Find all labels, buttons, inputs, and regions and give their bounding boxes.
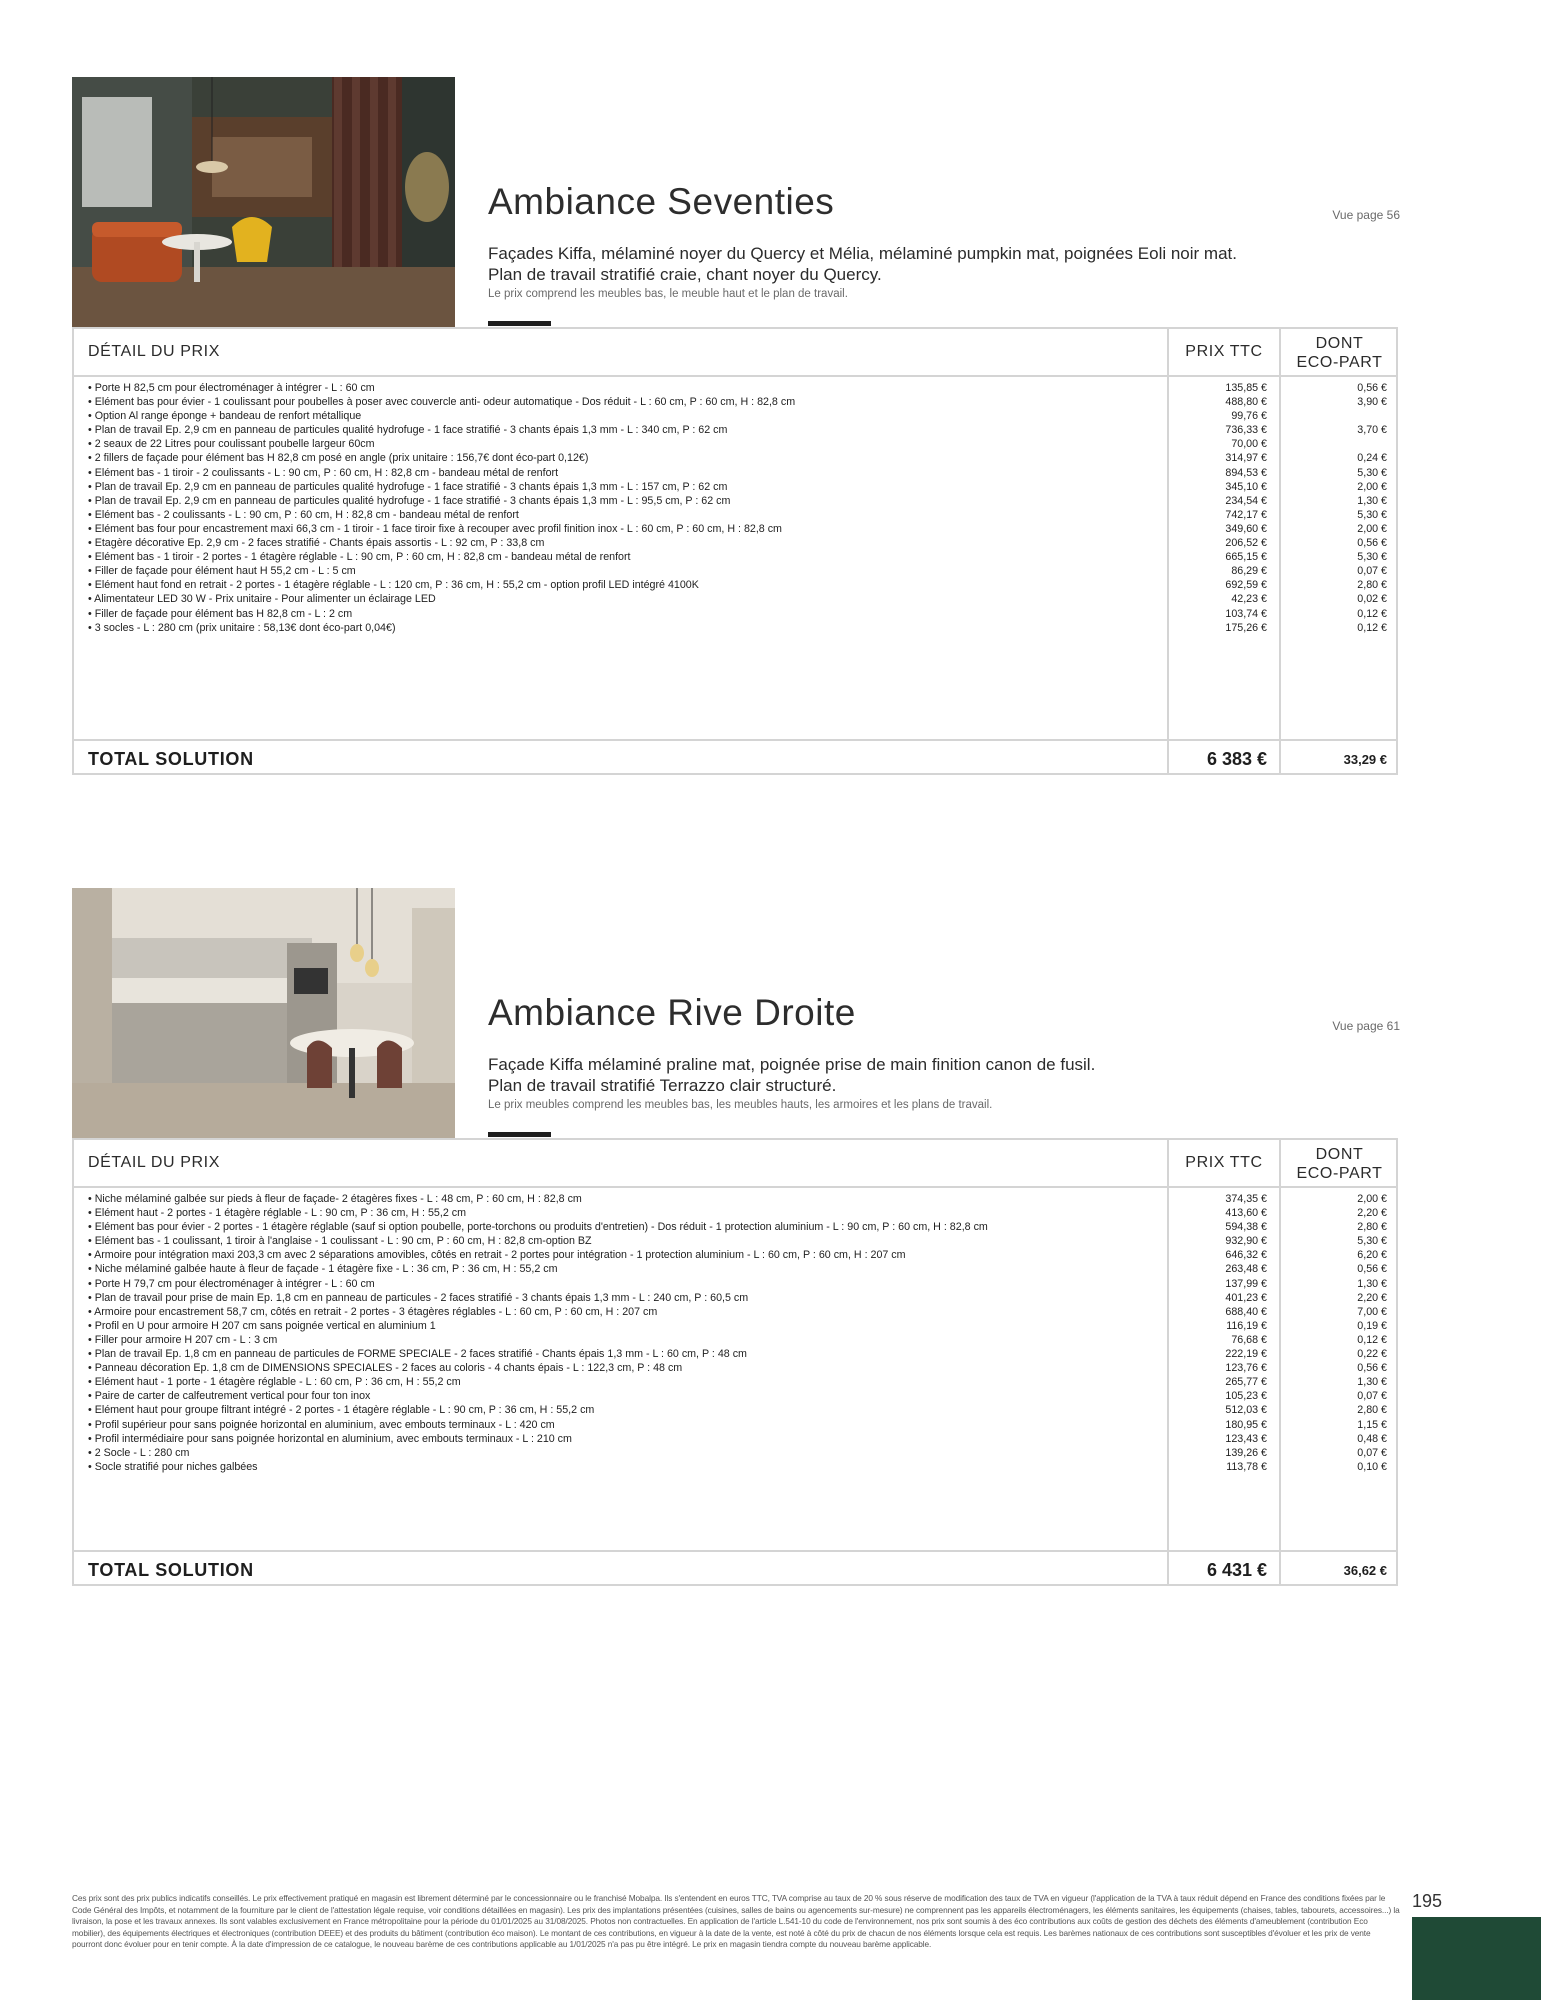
- title-underline: [488, 321, 551, 326]
- list-row: • Plan de travail Ep. 2,9 cm en panneau de particules qualité hydrofuge - 1 face stratifié - 3 chants épais 1,3 mm - L : 157 cm, P : 62 cm: [88, 480, 728, 493]
- list-row: 345,10 €: [1225, 480, 1267, 493]
- list-row: 0,24 €: [1357, 452, 1387, 465]
- list-row: • Profil supérieur pour sans poignée horizontal en aluminium, avec embouts terminaux - L : 420 cm: [88, 1418, 555, 1431]
- list-row: 42,23 €: [1231, 593, 1267, 606]
- list-row: 2,20 €: [1357, 1291, 1387, 1304]
- title-underline: [488, 1132, 551, 1137]
- brand-color-block: [1412, 1917, 1541, 2000]
- list-row: • Elément bas - 1 tiroir - 2 coulissants - L : 90 cm, P : 60 cm, H : 82,8 cm - bandeau métal de renfort: [88, 466, 559, 479]
- list-row: 175,26 €: [1225, 621, 1267, 634]
- list-row: 5,30 €: [1357, 466, 1387, 479]
- section-title: Ambiance Seventies: [488, 181, 835, 222]
- total-divider: [74, 739, 1396, 741]
- column-header-eco-line: DONT: [1315, 1146, 1364, 1163]
- list-row: 6,20 €: [1357, 1249, 1387, 1262]
- list-row: 103,74 €: [1225, 607, 1267, 620]
- list-row: 0,07 €: [1357, 1446, 1387, 1459]
- section-description: [488, 1054, 1398, 1096]
- list-row: 137,99 €: [1225, 1277, 1267, 1290]
- page-number: 195: [1412, 1891, 1443, 1911]
- description-line: Plan de travail stratifié Terrazzo clair structuré.: [488, 1076, 837, 1095]
- total-eco-part: 33,29 €: [1343, 752, 1387, 767]
- list-row: 0,12 €: [1357, 607, 1387, 620]
- list-row: • Armoire pour encastrement 58,7 cm, côtés en retrait - 2 portes - 3 étagères réglables - L : 60 cm, P : 60 cm, H : 207 cm: [88, 1305, 658, 1318]
- price-list: [1169, 381, 1267, 635]
- list-row: 263,48 €: [1225, 1263, 1267, 1276]
- list-row: 5,30 €: [1357, 551, 1387, 564]
- ambiance-section-seventies: [72, 77, 1400, 777]
- list-row: 2,00 €: [1357, 522, 1387, 535]
- list-row: 0,22 €: [1357, 1348, 1387, 1361]
- list-row: 265,77 €: [1225, 1376, 1267, 1389]
- list-row: 0,10 €: [1357, 1460, 1387, 1473]
- list-row: 736,33 €: [1225, 424, 1267, 437]
- list-row: 594,38 €: [1225, 1221, 1267, 1234]
- list-row: 894,53 €: [1225, 466, 1267, 479]
- list-row: • Filler de façade pour élément bas H 82,8 cm - L : 2 cm: [88, 607, 353, 620]
- price-note: Le prix comprend les meubles bas, le meuble haut et le plan de travail.: [488, 288, 848, 300]
- list-row: 0,02 €: [1357, 593, 1387, 606]
- list-row: 0,56 €: [1357, 382, 1387, 394]
- price-detail-table: [72, 327, 1398, 775]
- list-row: 2,80 €: [1357, 1404, 1387, 1417]
- list-row: 180,95 €: [1225, 1418, 1267, 1431]
- list-row: 3,90 €: [1357, 396, 1387, 409]
- list-row: 413,60 €: [1225, 1207, 1267, 1220]
- list-row: 0,19 €: [1357, 1319, 1387, 1332]
- list-row: 688,40 €: [1225, 1305, 1267, 1318]
- list-row: 86,29 €: [1231, 565, 1267, 578]
- list-row: • Elément bas - 2 coulissants - L : 90 cm, P : 60 cm, H : 82,8 cm - bandeau métal de renfort: [88, 508, 519, 521]
- list-row: • Elément haut fond en retrait - 2 portes - 1 étagère réglable - L : 120 cm, P : 36 cm, H : 55,2 cm - option profil LED intégré 4100K: [88, 579, 699, 592]
- column-header-detail: DÉTAIL DU PRIX: [88, 343, 220, 360]
- list-row: 1,30 €: [1357, 1376, 1387, 1389]
- kitchen-photo-rive-droite: [72, 888, 455, 1138]
- list-row: 1,30 €: [1357, 1277, 1387, 1290]
- column-header-price: PRIX TTC: [1185, 343, 1263, 360]
- list-row: 512,03 €: [1225, 1404, 1267, 1417]
- list-row: 401,23 €: [1225, 1291, 1267, 1304]
- list-row: 646,32 €: [1225, 1249, 1267, 1262]
- list-row: • Paire de carter de calfeutrement vertical pour four ton inox: [88, 1390, 371, 1403]
- list-row: 349,60 €: [1225, 522, 1267, 535]
- list-row: 105,23 €: [1225, 1390, 1267, 1403]
- list-row: 3,70 €: [1357, 424, 1387, 437]
- list-row: [1281, 437, 1387, 451]
- list-row: • 2 Socle - L : 280 cm: [88, 1446, 190, 1459]
- list-row: 70,00 €: [1231, 438, 1267, 451]
- list-row: • Elément bas pour évier - 2 portes - 1 étagère réglable (sauf si option poubelle, porte-torchons ou produits d'entretien) - Dos réduit - 1 protection aluminium - L : 90 cm, P : 60 cm, H : 82,8 cm: [88, 1221, 988, 1234]
- list-row: 1,15 €: [1357, 1418, 1387, 1431]
- list-row: • 2 seaux de 22 Litres pour coulissant poubelle largeur 60cm: [88, 438, 375, 451]
- total-label: TOTAL SOLUTION: [88, 1560, 254, 1580]
- list-row: • Elément bas pour évier - 1 coulissant pour poubelles à poser avec couvercle anti- odeur automatique - Dos réduit - L : 60 cm, P : 60 cm, H : 82,8 cm: [88, 396, 796, 409]
- list-row: • Porte H 79,7 cm pour électroménager à intégrer - L : 60 cm: [88, 1277, 375, 1290]
- list-row: • 3 socles - L : 280 cm (prix unitaire : 58,13€ dont éco-part 0,04€): [88, 621, 396, 634]
- section-description: [488, 243, 1398, 285]
- column-header-eco-line: ECO-PART: [1296, 354, 1383, 371]
- list-row: • Elément bas four pour encastrement maxi 66,3 cm - 1 tiroir - 1 face tiroir fixe à recouper avec profil finition inox - L : 60 cm, P : 60 cm, H : 82,8 cm: [88, 522, 782, 535]
- column-header-eco-part: [1281, 1145, 1398, 1183]
- list-row: 113,78 €: [1226, 1460, 1267, 1473]
- list-row: 2,20 €: [1357, 1207, 1387, 1220]
- list-row: 5,30 €: [1357, 508, 1387, 521]
- list-row: • Panneau décoration Ep. 1,8 cm de DIMENSIONS SPECIALES - 2 faces au coloris - 4 chants épais - L : 122,3 cm, P : 48 cm: [88, 1362, 683, 1375]
- list-row: • Filler de façade pour élément haut H 55,2 cm - L : 5 cm: [88, 565, 356, 578]
- list-row: • Plan de travail Ep. 2,9 cm en panneau de particules qualité hydrofuge - 1 face stratifié - 3 chants épais 1,3 mm - L : 340 cm, P : 62 cm: [88, 424, 728, 437]
- list-row: • Porte H 82,5 cm pour électroménager à intégrer - L : 60 cm: [88, 382, 375, 394]
- list-row: • Plan de travail Ep. 2,9 cm en panneau de particules qualité hydrofuge - 1 face stratifié - 3 chants épais 1,3 mm - L : 95,5 cm, P : 62 cm: [88, 494, 731, 507]
- ambiance-section-rive-droite: [72, 888, 1400, 1588]
- description-line: Façade Kiffa mélaminé praline mat, poignée prise de main finition canon de fusil.: [488, 1055, 1096, 1074]
- list-row: 2,00 €: [1357, 480, 1387, 493]
- total-divider: [74, 1550, 1396, 1552]
- list-row: 2,80 €: [1357, 1221, 1387, 1234]
- total-label: TOTAL SOLUTION: [88, 749, 254, 769]
- list-row: 488,80 €: [1225, 396, 1267, 409]
- list-row: 206,52 €: [1225, 537, 1267, 550]
- legal-footer: Ces prix sont des prix publics indicatifs conseillés. Le prix effectivement pratiqué en magasin est librement déterminé par le concessionnaire ou le franchisé Mobalpa. Ils s'entendent en euros TTC, TVA comprise au taux de 20 % sous réserve de modification des taux de TVA en vigueur (l'application de la TVA à taux réduit dépend en France des conditions fixées par le Code Général des Impôts, et notamment de la fourniture par le client de l'attestation légale requise, voir conditions détaillées en magasin). Les prix des implantations présentées (cuisines, salles de bains ou agencements sur-mesure) ne comprennent pas les appareils électroménagers, les éléments sanitaires, les équipements (chaises, tables, tabourets, accessoires...) la livraison, la pose et les travaux annexes. Ils sont valables exclusivement en France métropolitaine pour la période du 01/01/2025 au 31/08/2025. Photos non contractuelles. En application de l'article L.541-10 du code de l'environnement, nos prix sont soumis à des éco contributions aux coûts de gestion des déchets des éléments d'ameublement (contribution Eco mobilier), des équipements électriques et électroniques (contribution DEEE) et des produits du bâtiment (contribution éco maison). Le montant de ces contributions, en vigueur à la date de la vente, est noté à côté du prix de chacun de nos éléments lorsque cela est requis. Les barèmes nationaux de ces contributions sont susceptibles d'évoluer et les prix de vente pourront donc évoluer pour en tenir compte. À la date d'impression de ce catalogue, le nouveau barème de ces contributions applicable au 1/01/2025 n'a pas pu être intégré. Le prix en magasin tiendra compte du nouveau barème applicable.: [72, 1893, 1400, 1950]
- list-row: 0,48 €: [1357, 1432, 1387, 1445]
- list-row: • Etagère décorative Ep. 2,9 cm - 2 faces stratifié - Chants épais assortis - L : 92 cm, P : 33,8 cm: [88, 537, 545, 550]
- list-row: 2,80 €: [1357, 579, 1387, 592]
- list-row: 76,68 €: [1231, 1333, 1267, 1346]
- list-row: [1281, 409, 1387, 423]
- list-row: 374,35 €: [1225, 1193, 1267, 1205]
- list-row: 123,76 €: [1225, 1362, 1267, 1375]
- list-row: • Armoire pour intégration maxi 203,3 cm avec 2 séparations amovibles, côtés en retrait - 2 portes pour intégration - 1 protection aluminium - L : 60 cm, P : 60 cm, H : 207 cm: [88, 1249, 906, 1262]
- total-price: 6 431 €: [1206, 1560, 1267, 1580]
- list-row: 0,12 €: [1357, 1333, 1387, 1346]
- list-row: • Niche mélaminé galbée haute à fleur de façade - 1 étagère fixe - L : 36 cm, P : 36 cm, H : 55,2 cm: [88, 1263, 558, 1276]
- section-title: Ambiance Rive Droite: [488, 992, 856, 1033]
- list-row: 116,19 €: [1226, 1319, 1267, 1332]
- list-row: 139,26 €: [1225, 1446, 1267, 1459]
- description-line: Plan de travail stratifié craie, chant noyer du Quercy.: [488, 265, 882, 284]
- view-page-link[interactable]: Vue page 61: [1332, 1019, 1400, 1033]
- list-row: • Niche mélaminé galbée sur pieds à fleur de façade- 2 étagères fixes - L : 48 cm, P : 60 cm, H : 82,8 cm: [88, 1193, 582, 1205]
- column-header-eco-line: DONT: [1315, 335, 1364, 352]
- list-row: • Elément haut - 1 porte - 1 étagère réglable - L : 60 cm, P : 36 cm, H : 55,2 cm: [88, 1376, 461, 1389]
- list-row: • Elément bas - 1 tiroir - 2 portes - 1 étagère réglable - L : 90 cm, P : 60 cm, H : 82,8 cm - bandeau métal de renfort: [88, 551, 631, 564]
- item-list: [88, 381, 1158, 635]
- list-row: 99,76 €: [1231, 410, 1267, 423]
- view-page-link[interactable]: Vue page 56: [1332, 208, 1400, 222]
- list-row: 222,19 €: [1225, 1348, 1267, 1361]
- eco-part-list: [1281, 1192, 1387, 1474]
- price-detail-table: [72, 1138, 1398, 1586]
- price-list: [1169, 1192, 1267, 1474]
- list-row: 0,56 €: [1357, 1263, 1387, 1276]
- list-row: • Profil intermédiaire pour sans poignée horizontal en aluminium, avec embouts terminaux - L : 210 cm: [88, 1432, 572, 1445]
- header-divider: [74, 1186, 1396, 1188]
- list-row: 5,30 €: [1357, 1235, 1387, 1248]
- column-header-price: PRIX TTC: [1185, 1154, 1263, 1171]
- list-row: 2,00 €: [1357, 1193, 1387, 1205]
- list-row: • Alimentateur LED 30 W - Prix unitaire - Pour alimenter un éclairage LED: [88, 593, 436, 606]
- list-row: 665,15 €: [1225, 551, 1267, 564]
- list-row: • Socle stratifié pour niches galbées: [88, 1460, 258, 1473]
- list-row: • Plan de travail Ep. 1,8 cm en panneau de particules de FORME SPECIALE - 2 faces stratifié - Chants épais 1,3 mm - L : 60 cm, P : 48 cm: [88, 1348, 747, 1361]
- total-price: 6 383 €: [1206, 749, 1267, 769]
- list-row: • 2 fillers de façade pour élément bas H 82,8 cm posé en angle (prix unitaire : 156,7€ dont éco-part 0,12€): [88, 452, 589, 465]
- eco-part-list: [1281, 381, 1387, 635]
- list-row: 0,07 €: [1357, 1390, 1387, 1403]
- list-row: • Elément haut pour groupe filtrant intégré - 2 portes - 1 étagère réglable - L : 90 cm, P : 36 cm, H : 55,2 cm: [88, 1404, 595, 1417]
- list-row: 234,54 €: [1225, 494, 1267, 507]
- list-row: 7,00 €: [1357, 1305, 1387, 1318]
- list-row: • Filler pour armoire H 207 cm - L : 3 cm: [88, 1333, 278, 1346]
- list-row: • Profil en U pour armoire H 207 cm sans poignée vertical en aluminium 1: [88, 1319, 436, 1332]
- total-eco-part: 36,62 €: [1343, 1563, 1387, 1578]
- list-row: • Elément haut - 2 portes - 1 étagère réglable - L : 90 cm, P : 36 cm, H : 55,2 cm: [88, 1207, 466, 1220]
- list-row: 1,30 €: [1357, 494, 1387, 507]
- list-row: • Option Al range éponge + bandeau de renfort métallique: [88, 410, 362, 423]
- list-row: 123,43 €: [1225, 1432, 1267, 1445]
- kitchen-photo-seventies: [72, 77, 455, 327]
- price-note: Le prix meubles comprend les meubles bas, les meubles hauts, les armoires et les plans de travail.: [488, 1099, 993, 1111]
- list-row: • Elément bas - 1 coulissant, 1 tiroir à l'anglaise - 1 coulissant - L : 90 cm, P : 60 cm, H : 82,8 cm-option BZ: [88, 1235, 592, 1248]
- list-row: • Plan de travail pour prise de main Ep. 1,8 cm en panneau de particules - 2 faces stratifié - 3 chants épais 1,3 mm - L : 240 cm, P : 60,5 cm: [88, 1291, 749, 1304]
- list-row: 692,59 €: [1225, 579, 1267, 592]
- list-row: 932,90 €: [1225, 1235, 1267, 1248]
- list-row: 742,17 €: [1225, 508, 1267, 521]
- list-row: 314,97 €: [1225, 452, 1267, 465]
- item-list: [88, 1192, 1158, 1474]
- list-row: 0,56 €: [1357, 1362, 1387, 1375]
- header-divider: [74, 375, 1396, 377]
- column-header-detail: DÉTAIL DU PRIX: [88, 1154, 220, 1171]
- description-line: Façades Kiffa, mélaminé noyer du Quercy et Mélia, mélaminé pumpkin mat, poignées Eoli noir mat.: [488, 244, 1237, 263]
- list-row: 0,12 €: [1357, 621, 1387, 634]
- column-header-eco-line: ECO-PART: [1296, 1165, 1383, 1182]
- list-row: 135,85 €: [1225, 382, 1267, 394]
- column-header-eco-part: [1281, 334, 1398, 372]
- list-row: 0,07 €: [1357, 565, 1387, 578]
- list-row: 0,56 €: [1357, 537, 1387, 550]
